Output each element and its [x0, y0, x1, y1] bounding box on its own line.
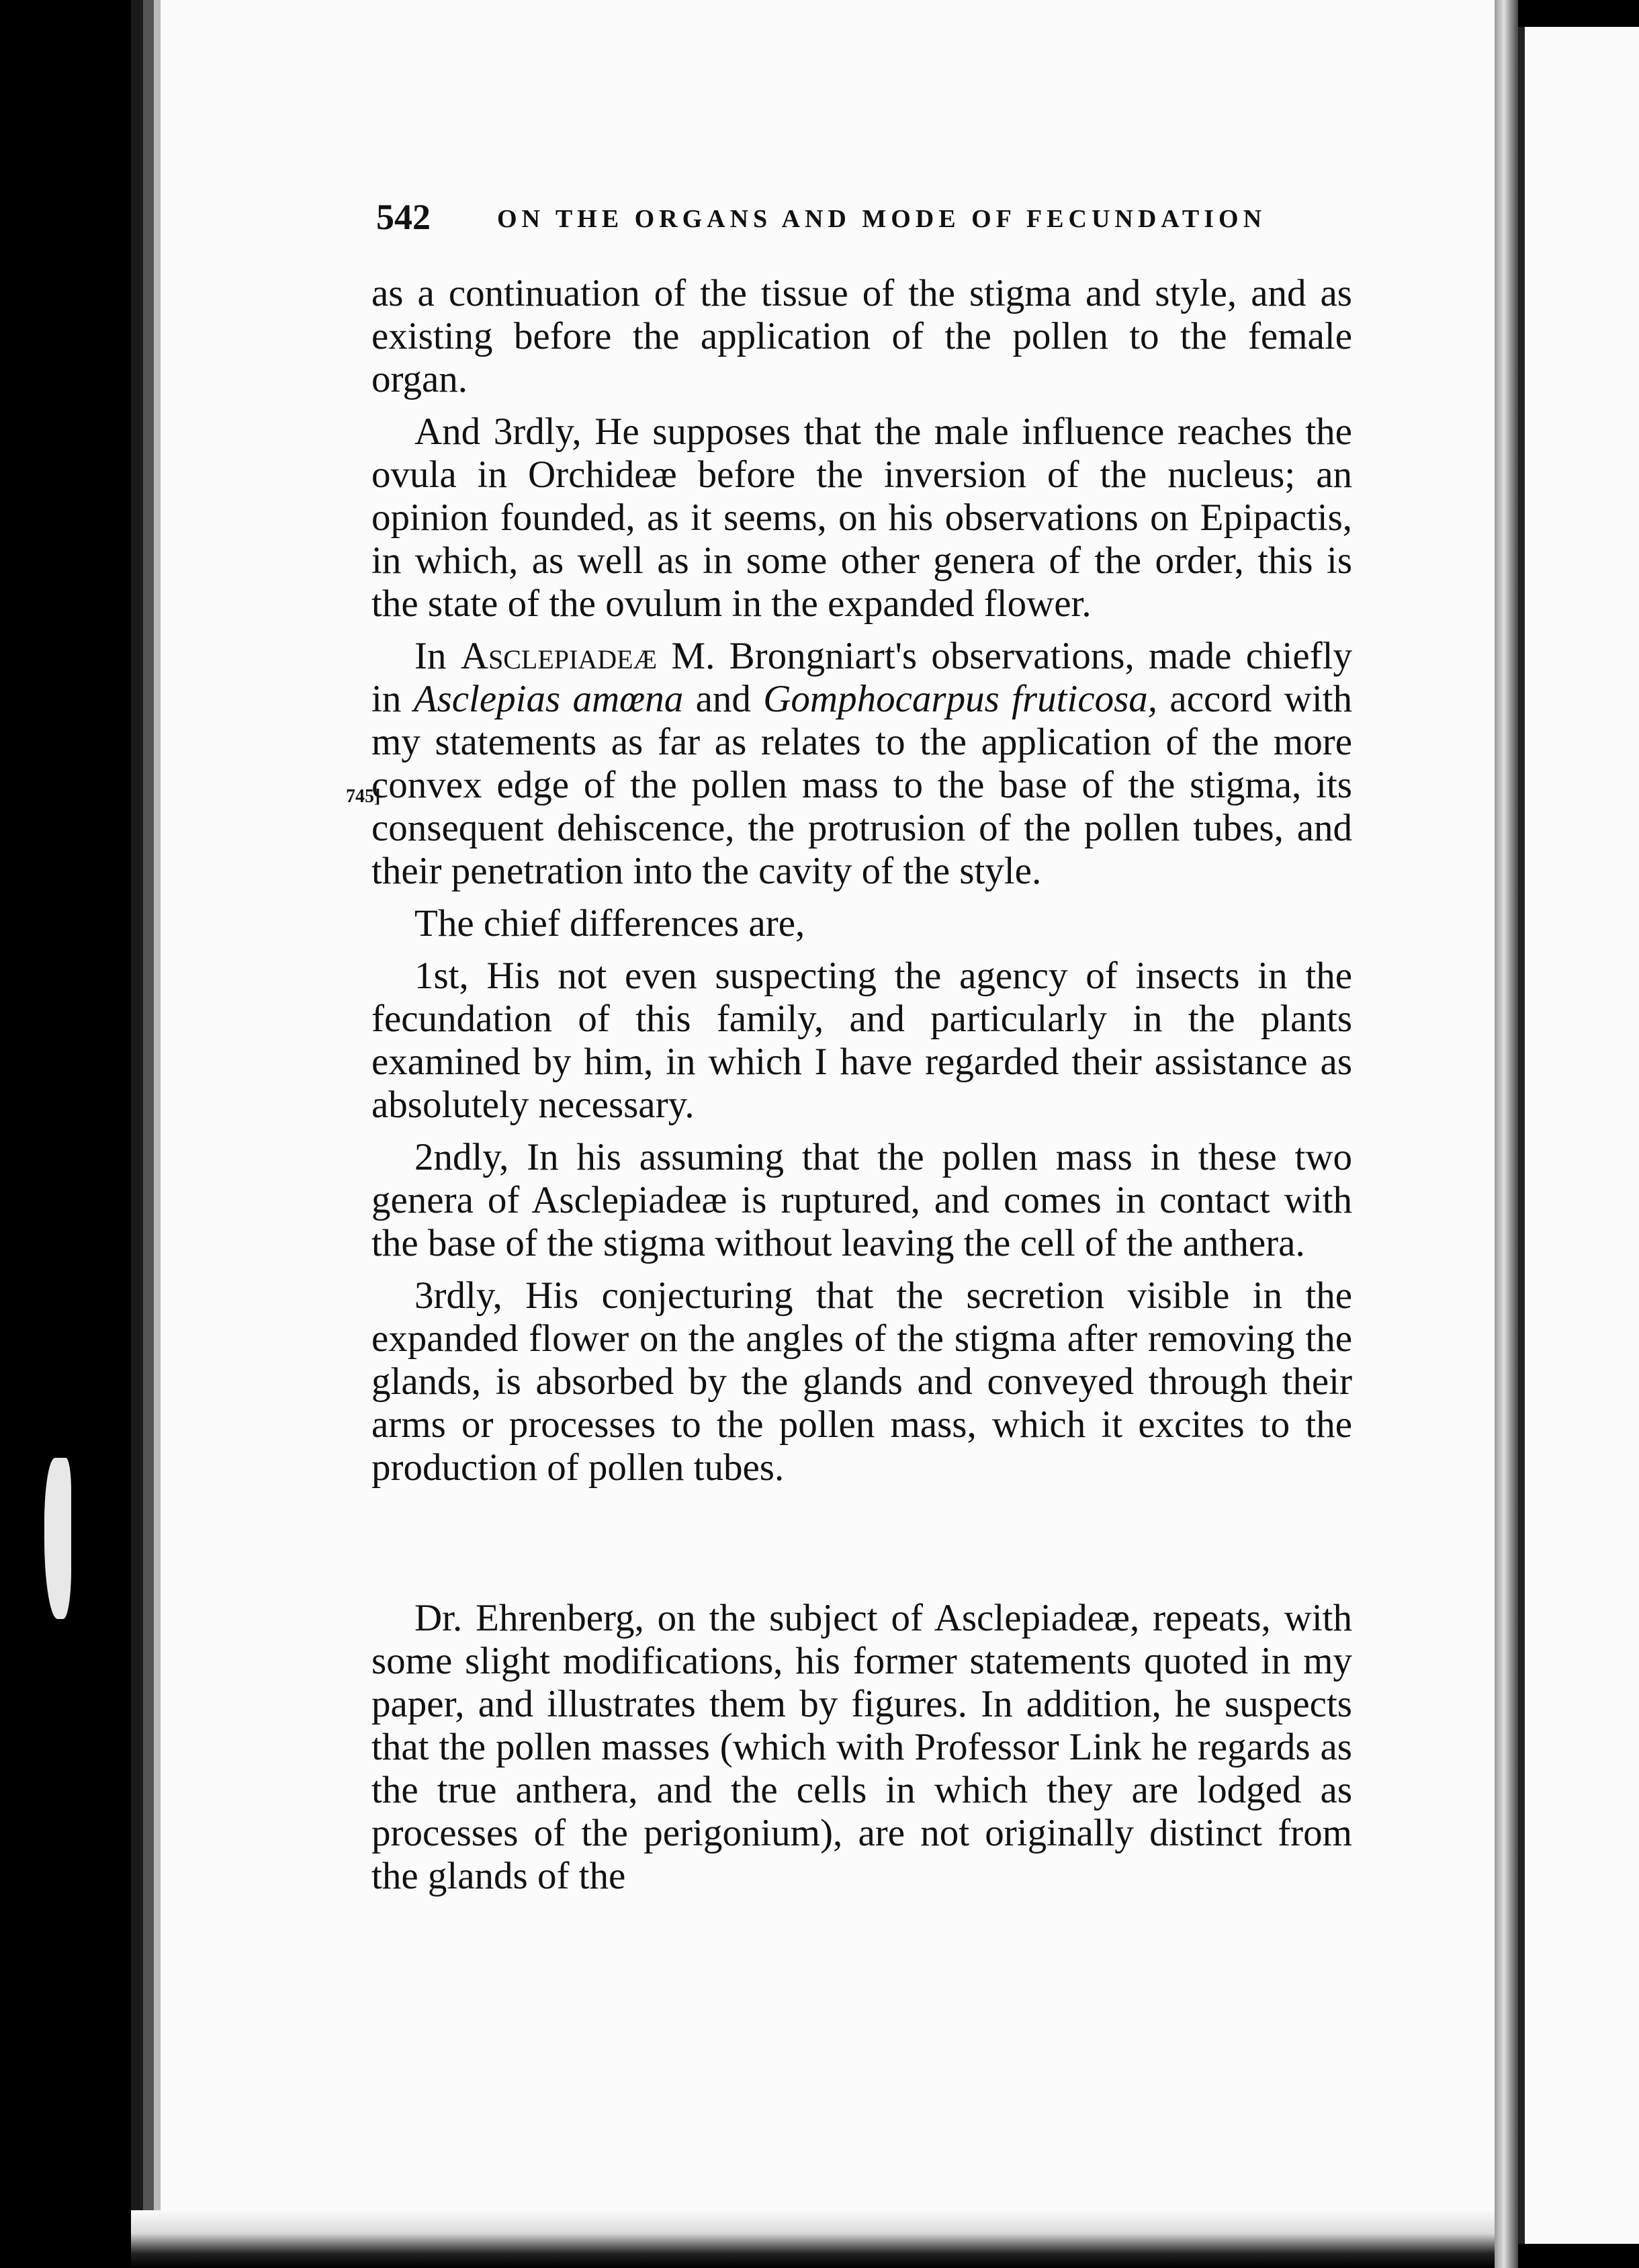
body-text — [371, 272, 1352, 1907]
paragraph-continuation: as a continuation of the tissue of the stigma and style, and as existing before the application of the pollen to the female organ. — [371, 272, 1352, 400]
conjunction: and — [683, 678, 764, 720]
facing-page-edge — [1518, 27, 1639, 2244]
running-head — [376, 196, 1357, 250]
page-number: 542 — [376, 197, 431, 237]
paragraph-differences-intro: The chief differences are, — [414, 902, 805, 945]
paragraph-difference-3: 3rdly, His conjecturing that the secretion visible in the expanded flower on the angles of the stigma after removing the glands, is absorbed by the glands and conveyed through their arms or processes to the pollen mass, which it excites to the production of pollen tubes. — [371, 1274, 1352, 1489]
paragraph-lead-word: In — [414, 635, 447, 677]
paragraph-ehrenberg: Dr. Ehrenberg, on the subject of Asclepiadeæ, repeats, with some slight modifications, his former statements quoted in my paper, and illustrates them by figures. In addition, he suspects that the pollen masses (which with Professor Link he regards as the true anthera, and the cells in which they are lodged as processes of the perigonium), are not originally distinct from the glands of the — [371, 1597, 1352, 1897]
species-name: Asclepias amœna — [413, 678, 684, 720]
family-name: Asclepiadeæ — [460, 635, 658, 677]
species-name: Gomphocarpus fruticosa, — [763, 678, 1158, 720]
paragraph-asclepiadeae — [371, 635, 1352, 893]
scan-edge-mark — [44, 1458, 71, 1619]
paragraph-text: M. Brongniart's observations, made chiefly in — [371, 635, 1352, 720]
scan-left-margin — [0, 0, 134, 2268]
paragraph-difference-2: 2ndly, In his assuming that the pollen mass in these two genera of Asclepiadeæ is ruptured, and comes in contact with the base of the stigma without leaving the cell of the anthera. — [371, 1136, 1352, 1264]
paragraph-difference-1: 1st, His not even suspecting the agency of insects in the fecundation of this family, and particularly in the plants examined by him, in which I have regarded their assistance as absolutely necessary. — [371, 955, 1352, 1126]
page-bottom-edge — [131, 2210, 1495, 2268]
marginal-page-reference: 745] — [346, 786, 381, 807]
paragraph-text: accord with my statements as far as relates to the application of the more convex edge of the pollen mass to the base of the stigma, its consequent dehiscence, the protrusion of the pollen tubes, and their penetration into the cavity of the style. — [371, 678, 1352, 892]
running-title: ON THE ORGANS AND MODE OF FECUNDATION — [497, 205, 1267, 233]
paragraph-third-point: And 3rdly, He supposes that the male influence reaches the ovula in Orchideæ before the inversion of the nucleus; an opinion founded, as it seems, on his observations on Epipactis, in which, as well as in some other genera of the order, this is the state of the ovulum in the expanded flower. — [371, 410, 1352, 625]
book-spine — [1495, 0, 1518, 2268]
